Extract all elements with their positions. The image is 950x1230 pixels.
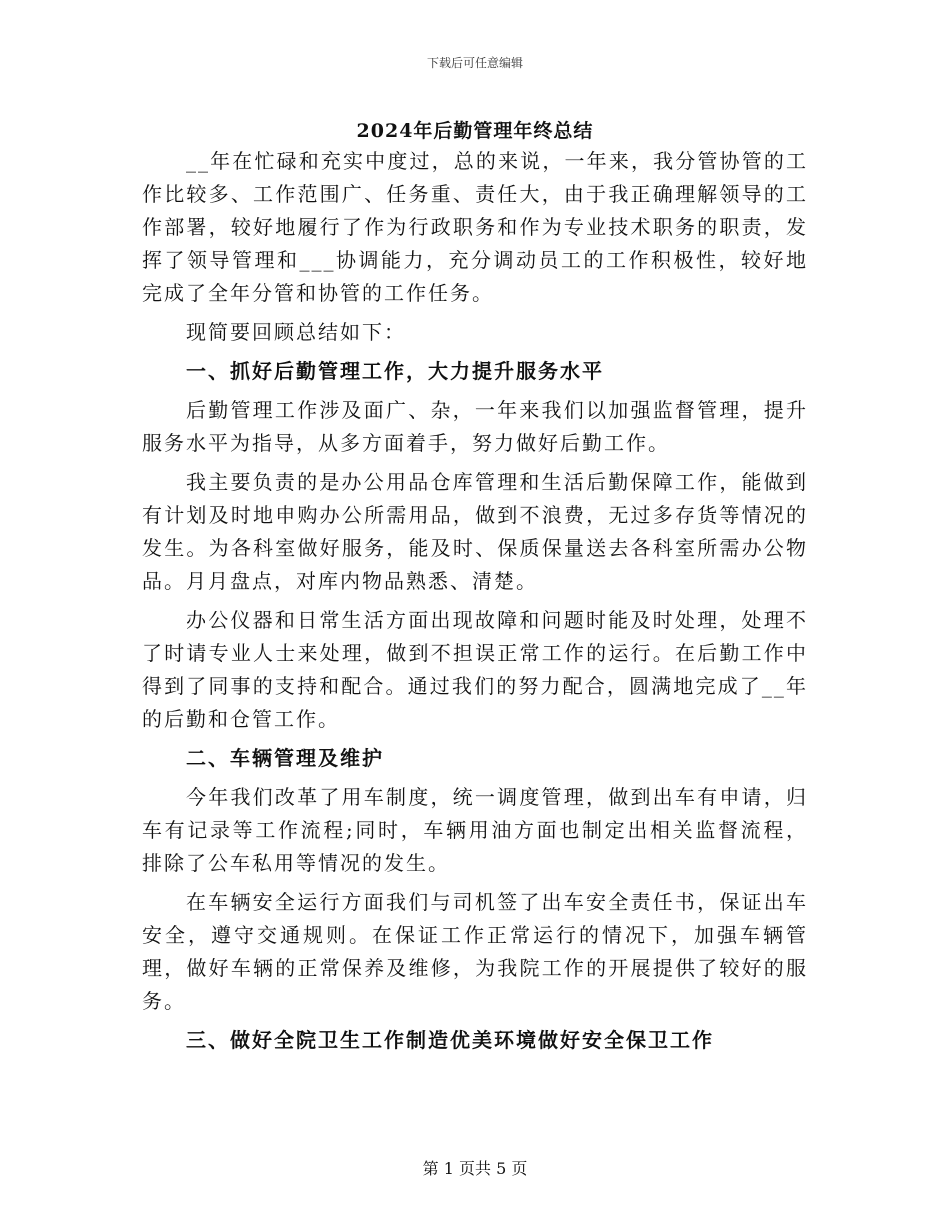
section-heading-3: 三、做好全院卫生工作制造优美环境做好安全保卫工作 xyxy=(186,1028,714,1052)
paragraph-summary-lead: 现简要回顾总结如下： xyxy=(186,320,406,344)
paragraph-vehicle-system: 今年我们改革了用车制度，统一调度管理，做到出车有申请，归车有记录等工作流程;同时，车辆用油方面也制定出相关监督流程，排除了公车私用等情况的发生。 xyxy=(142,785,808,875)
section-heading-1: 一、抓好后勤管理工作，大力提升服务水平 xyxy=(186,359,604,383)
paragraph-office-supplies: 我主要负责的是办公用品仓库管理和生活后勤保障工作，能做到有计划及时地申购办公所需用品，做到不浪费，无过多存货等情况的发生。为各科室做好服务，能及时、保质保量送去各科室所需办公物品。月月盘点，对库内物品熟悉、清楚。 xyxy=(142,470,808,593)
page-footer: 第 1 页共 5 页 xyxy=(422,1159,528,1178)
paragraph-logistics-overview: 后勤管理工作涉及面广、杂，一年来我们以加强监督管理，提升服务水平为指导，从多方面着手，努力做好后勤工作。 xyxy=(142,398,808,455)
paragraph-vehicle-safety: 在车辆安全运行方面我们与司机签了出车安全责任书，保证出车安全，遵守交通规则。在保证工作正常运行的情况下，加强车辆管理，做好车辆的正常保养及维修，为我院工作的开展提供了较好的服务。 xyxy=(142,890,808,1013)
paragraph-equipment-repair: 办公仪器和日常生活方面出现故障和问题时能及时处理，处理不了时请专业人士来处理，做到不担误正常工作的运行。在后勤工作中得到了同事的支持和配合。通过我们的努力配合，圆满地完成了__年的后勤和仓管工作。 xyxy=(142,608,808,731)
header-note: 下载后可任意编辑 xyxy=(426,56,523,70)
paragraph-intro: __年在忙碌和充实中度过，总的来说，一年来，我分管协管的工作比较多、工作范围广、任务重、责任大，由于我正确理解领导的工作部署，较好地履行了作为行政职务和作为专业技术职务的职责，发挥了领导管理和___协调能力，充分调动员工的工作积极性，较好地完成了全年分管和协管的工作任务。 xyxy=(142,149,808,305)
document-body xyxy=(142,145,808,1063)
document-title: 2024年后勤管理年终总结 xyxy=(356,120,594,142)
section-heading-2: 二、车辆管理及维护 xyxy=(186,746,384,770)
